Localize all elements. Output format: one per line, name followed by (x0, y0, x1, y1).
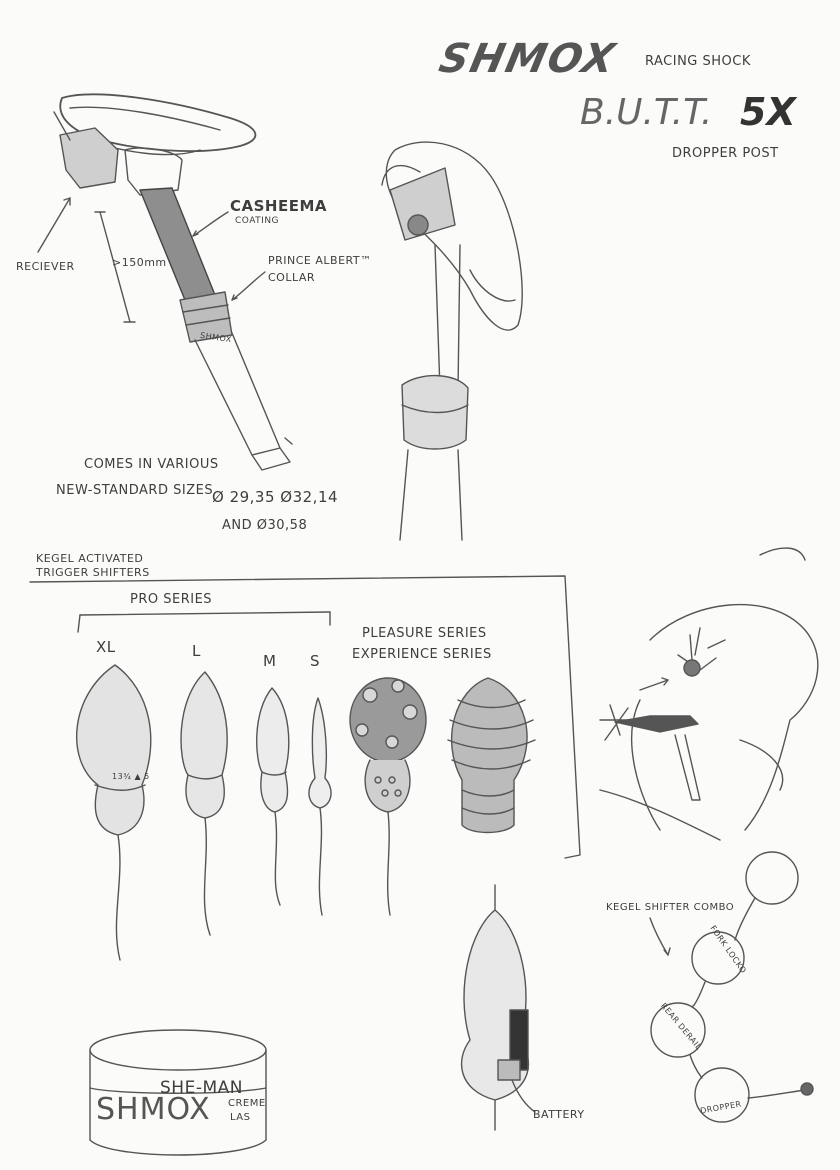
shifters-heading-1: KEGEL ACTIVATED (36, 552, 144, 565)
brand-logo: SHMOX (435, 36, 621, 82)
battery-label: BATTERY (533, 1108, 585, 1121)
coating-name: CASHEEMA (230, 197, 328, 215)
coating-suffix: COATING (235, 216, 280, 226)
length-label: >150mm (112, 256, 167, 269)
size-m-label: M (263, 652, 277, 670)
tin-line-2: CREME (228, 1098, 266, 1109)
size-l-label: L (192, 642, 201, 660)
receiver-label: RECIEVER (16, 260, 75, 273)
sizes-and: AND Ø30,58 (222, 518, 308, 533)
sizes-line-2: NEW-STANDARD SIZES (56, 483, 214, 498)
combo-title: KEGEL SHIFTER COMBO (606, 902, 735, 913)
pleasure-series-label: PLEASURE SERIES (362, 626, 487, 641)
size-xl-label: XL (96, 638, 116, 656)
size-s-label: S (310, 652, 321, 670)
sizes-values: Ø 29,35 Ø32,14 (212, 488, 339, 506)
dropper-post-sketch (38, 94, 292, 470)
combo-ball-3: DROPPER (699, 1099, 743, 1116)
product-type: DROPPER POST (672, 146, 779, 161)
collar-label-2: COLLAR (268, 271, 316, 284)
dropper-post-sketch-2 (382, 142, 522, 540)
cutaway-plug (462, 885, 535, 1130)
tin-brand: SHMOX (96, 1092, 211, 1127)
sizes-line-1: COMES IN VARIOUS (84, 457, 219, 472)
collar-label-1: PRINCE ALBERT™ (268, 254, 372, 267)
kegel-combo-sketch (650, 852, 813, 1122)
experience-series-plug (448, 678, 535, 833)
product-suffix: 5X (740, 90, 796, 134)
combo-ball-1: FORK LOCKO (708, 923, 749, 976)
product-name: B.U.T.T. (580, 92, 713, 133)
combo-ball-2: REAR DERAIL (658, 1001, 704, 1052)
brand-subtitle: RACING SHOCK (645, 54, 751, 69)
pleasure-series-plug (350, 678, 426, 915)
rider-sketch (600, 548, 818, 840)
experience-series-label: EXPERIENCE SERIES (352, 647, 492, 662)
pro-series-plugs (77, 665, 331, 960)
tin-line-1: SHE-MAN (160, 1078, 243, 1098)
post-marking: SHMOX (199, 330, 233, 345)
pro-series-label: PRO SERIES (130, 592, 213, 607)
tin-line-3: LAS (230, 1112, 251, 1123)
shifters-heading-2: TRIGGER SHIFTERS (36, 566, 150, 579)
plug-marking: 13¾ ▲ 5 (112, 772, 150, 781)
